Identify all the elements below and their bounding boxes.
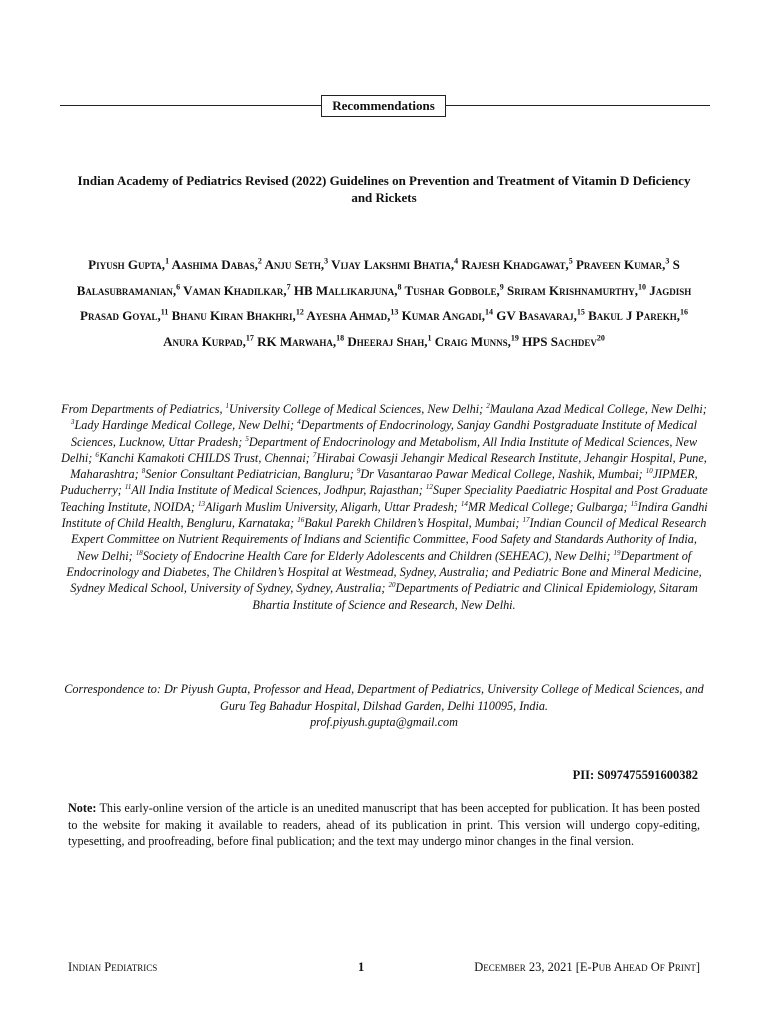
- author-name: Bhanu Kiran Bhakhri,: [171, 308, 296, 323]
- author-affiliation-marker: 18: [336, 333, 345, 343]
- affiliation-text: Indira Gandhi Institute of Child Health, Bengluru, Karnataka;: [61, 499, 708, 531]
- publication-note: [68, 800, 700, 850]
- affiliation-marker: 11: [124, 483, 132, 492]
- author-affiliation-marker: 4: [454, 256, 459, 266]
- author-name: Praveen Kumar,: [575, 257, 666, 272]
- author-affiliation-marker: 19: [510, 333, 519, 343]
- author-affiliation-marker: 2: [257, 256, 262, 266]
- affiliation-marker: 15: [630, 499, 638, 508]
- affiliation-text: Kanchi Kamakoti CHILDS Trust, Chennai;: [98, 450, 313, 465]
- pii-number: PII: S097475591600382: [572, 768, 698, 782]
- affiliation-marker: 20: [388, 581, 396, 590]
- affiliation-text: Indian Council of Medical Research Expert Committee on Nutrient Requirements of Indians and Scientific Committee, Food Safety and Standards Authority of India, New Delhi;: [71, 516, 707, 563]
- author-affiliation-marker: 12: [295, 307, 304, 317]
- author-name: Aashima Dabas,: [171, 257, 258, 272]
- author-affiliation-marker: 20: [596, 333, 605, 343]
- author-name: Kumar Angadi,: [401, 308, 485, 323]
- author-affiliation-marker: 9: [499, 282, 504, 292]
- affiliation-text: Maulana Azad Medical College, New Delhi;: [489, 402, 707, 416]
- affiliation-marker: 7: [312, 450, 317, 459]
- author-affiliation-marker: 16: [679, 307, 688, 317]
- affiliation-text: Senior Consultant Pediatrician, Bangluru;: [145, 467, 357, 482]
- affiliation-marker: 13: [197, 499, 205, 508]
- affiliation-text: Bakul Parekh Children’s Hospital, Mumbai;: [304, 516, 523, 531]
- affiliation-marker: 1: [225, 401, 230, 410]
- affiliation-text: Departments of Endocrinology, Sanjay Gandhi Postgraduate Institute of Medical Sciences, Lucknow, Uttar Pradesh;: [70, 418, 697, 449]
- affiliation-text: Departments of Pediatric and Clinical Epidemiology, Sitaram Bhartia Institute of Science and Research, New Delhi.: [252, 581, 698, 612]
- note-text: This early-online version of the article is an unedited manuscript that has been accepted for publication. It has been posted to the website for making it available to readers, ahead of its publication in print. This version will undergo copy-editing, typesetting, and proofreading, before final publication; and the text may undergo minor changes in the final version.: [68, 801, 700, 848]
- author-name: Anju Seth,: [264, 257, 325, 272]
- author-name: Rajesh Khadgawat,: [461, 257, 569, 272]
- affiliation-text: JIPMER, Puducherry;: [60, 467, 698, 498]
- author-name: Sriram Krishnamurthy,: [507, 282, 639, 298]
- affiliation-text: Hirabai Cowasji Jehangir Medical Research Institute, Jehangir Hospital, Pune, Maharashtra;: [70, 450, 707, 482]
- affiliation-marker: 6: [95, 450, 99, 459]
- author-name: HPS Sachdev: [522, 333, 597, 349]
- affiliation-marker: 8: [141, 467, 146, 476]
- affiliation-text: Department of Endocrinology and Metabolism, All India Institute of Medical Sciences, New Delhi;: [61, 434, 698, 465]
- section-label: Recommendations: [321, 95, 446, 117]
- author-affiliation-marker: 10: [638, 282, 647, 292]
- affiliation-marker: 14: [460, 499, 468, 508]
- affiliation-marker: 4: [297, 418, 301, 427]
- footer-date: December 23, 2021 [E-Pub Ahead Of Print]: [474, 960, 700, 974]
- affiliation-marker: 16: [297, 516, 305, 525]
- author-name: Dheeraj Shah,: [347, 333, 428, 349]
- affiliation-marker: 10: [645, 467, 653, 476]
- footer-journal: Indian Pediatrics: [68, 960, 158, 974]
- footer-page-number: 1: [358, 960, 365, 974]
- correspondence-email[interactable]: prof.piyush.gupta@gmail.com: [310, 715, 458, 729]
- correspondence: [60, 681, 708, 731]
- affiliation-text: All India Institute of Medical Sciences, Jodhpur, Rajasthan;: [131, 483, 426, 498]
- affiliation-marker: 12: [425, 483, 433, 492]
- affiliation-text: Lady Hardinge Medical College, New Delhi;: [74, 418, 298, 433]
- author-list: [70, 252, 698, 354]
- author-name: Tushar Godbole,: [404, 282, 500, 298]
- author-name: Jagdish Prasad Goyal,: [80, 282, 692, 323]
- affiliation-text: MR Medical College; Gulbarga;: [467, 499, 631, 514]
- affiliations-prefix: From Departments of Pediatrics,: [61, 402, 226, 416]
- note-label: Note:: [68, 801, 97, 815]
- author-name: HB Mallikarjuna,: [293, 282, 398, 298]
- article-title: Indian Academy of Pediatrics Revised (2022) Guidelines on Prevention and Treatment of Vitamin D Deficiency and Rickets: [77, 173, 691, 205]
- author-affiliation-marker: 3: [324, 256, 329, 266]
- affiliation-marker: 18: [135, 548, 143, 557]
- affiliation-text: Aligarh Muslim University, Aligarh, Uttar Pradesh;: [204, 499, 461, 514]
- author-affiliation-marker: 13: [390, 307, 399, 317]
- affiliation-text: Dr Vasantarao Pawar Medical College, Nashik, Mumbai;: [360, 467, 646, 482]
- affiliation-marker: 5: [245, 434, 249, 443]
- author-affiliation-marker: 17: [245, 333, 254, 343]
- author-name: GV Basavaraj,: [496, 308, 577, 323]
- page-footer: [68, 960, 700, 978]
- author-affiliation-marker: 6: [176, 282, 181, 292]
- author-affiliation-marker: 7: [286, 282, 291, 292]
- correspondence-text: Dr Piyush Gupta, Professor and Head, Department of Pediatrics, University College of Medical Sciences, and Guru Teg Bahadur Hospital, Dilshad Garden, Delhi 110095, India.: [160, 682, 704, 713]
- affiliation-text: Society of Endocrine Health Care for Elderly Adolescents and Children (SEHEAC), New Delhi;: [142, 548, 614, 563]
- correspondence-label: Correspondence to:: [64, 682, 161, 696]
- affiliation-marker: 9: [356, 467, 361, 476]
- affiliation-text: Department of Endocrinology and Diabetes, The Children’s Hospital at Westmead, Sydney, Australia; and Pediatric Bone and Mineral Medicine, Sydney Medical School, University of Sydney, Sydney, Australia;: [66, 548, 702, 596]
- affiliation-marker: 17: [522, 516, 530, 525]
- affiliation-marker: 19: [613, 548, 621, 557]
- author-affiliation-marker: 11: [160, 307, 169, 317]
- author-affiliation-marker: 1: [165, 256, 170, 266]
- author-affiliation-marker: 8: [397, 282, 402, 292]
- author-name: Ayesha Ahmad,: [306, 308, 391, 323]
- affiliation-marker: 2: [486, 401, 490, 410]
- author-name: RK Marwaha,: [257, 333, 337, 349]
- author-affiliation-marker: 3: [665, 256, 670, 266]
- author-name: S Balasubramanian,: [76, 257, 680, 298]
- author-name: Piyush Gupta,: [88, 257, 166, 272]
- section-header: [60, 95, 710, 117]
- affiliation-text: University College of Medical Sciences, New Delhi;: [229, 402, 487, 416]
- author-affiliation-marker: 14: [484, 307, 493, 317]
- author-affiliation-marker: 5: [568, 256, 573, 266]
- author-name: Vijay Lakshmi Bhatia,: [331, 257, 455, 272]
- author-name: Anura Kurpad,: [163, 333, 246, 349]
- author-affiliation-marker: 1: [427, 333, 432, 343]
- author-name: Craig Munns,: [434, 333, 511, 349]
- affiliation-marker: 3: [71, 418, 75, 427]
- affiliations: [60, 401, 708, 613]
- affiliation-text: Super Speciality Paediatric Hospital and Post Graduate Teaching Institute, NOIDA;: [60, 483, 708, 514]
- author-affiliation-marker: 15: [576, 307, 585, 317]
- author-name: Bakul J Parekh,: [588, 308, 680, 323]
- author-name: Vaman Khadilkar,: [183, 282, 287, 298]
